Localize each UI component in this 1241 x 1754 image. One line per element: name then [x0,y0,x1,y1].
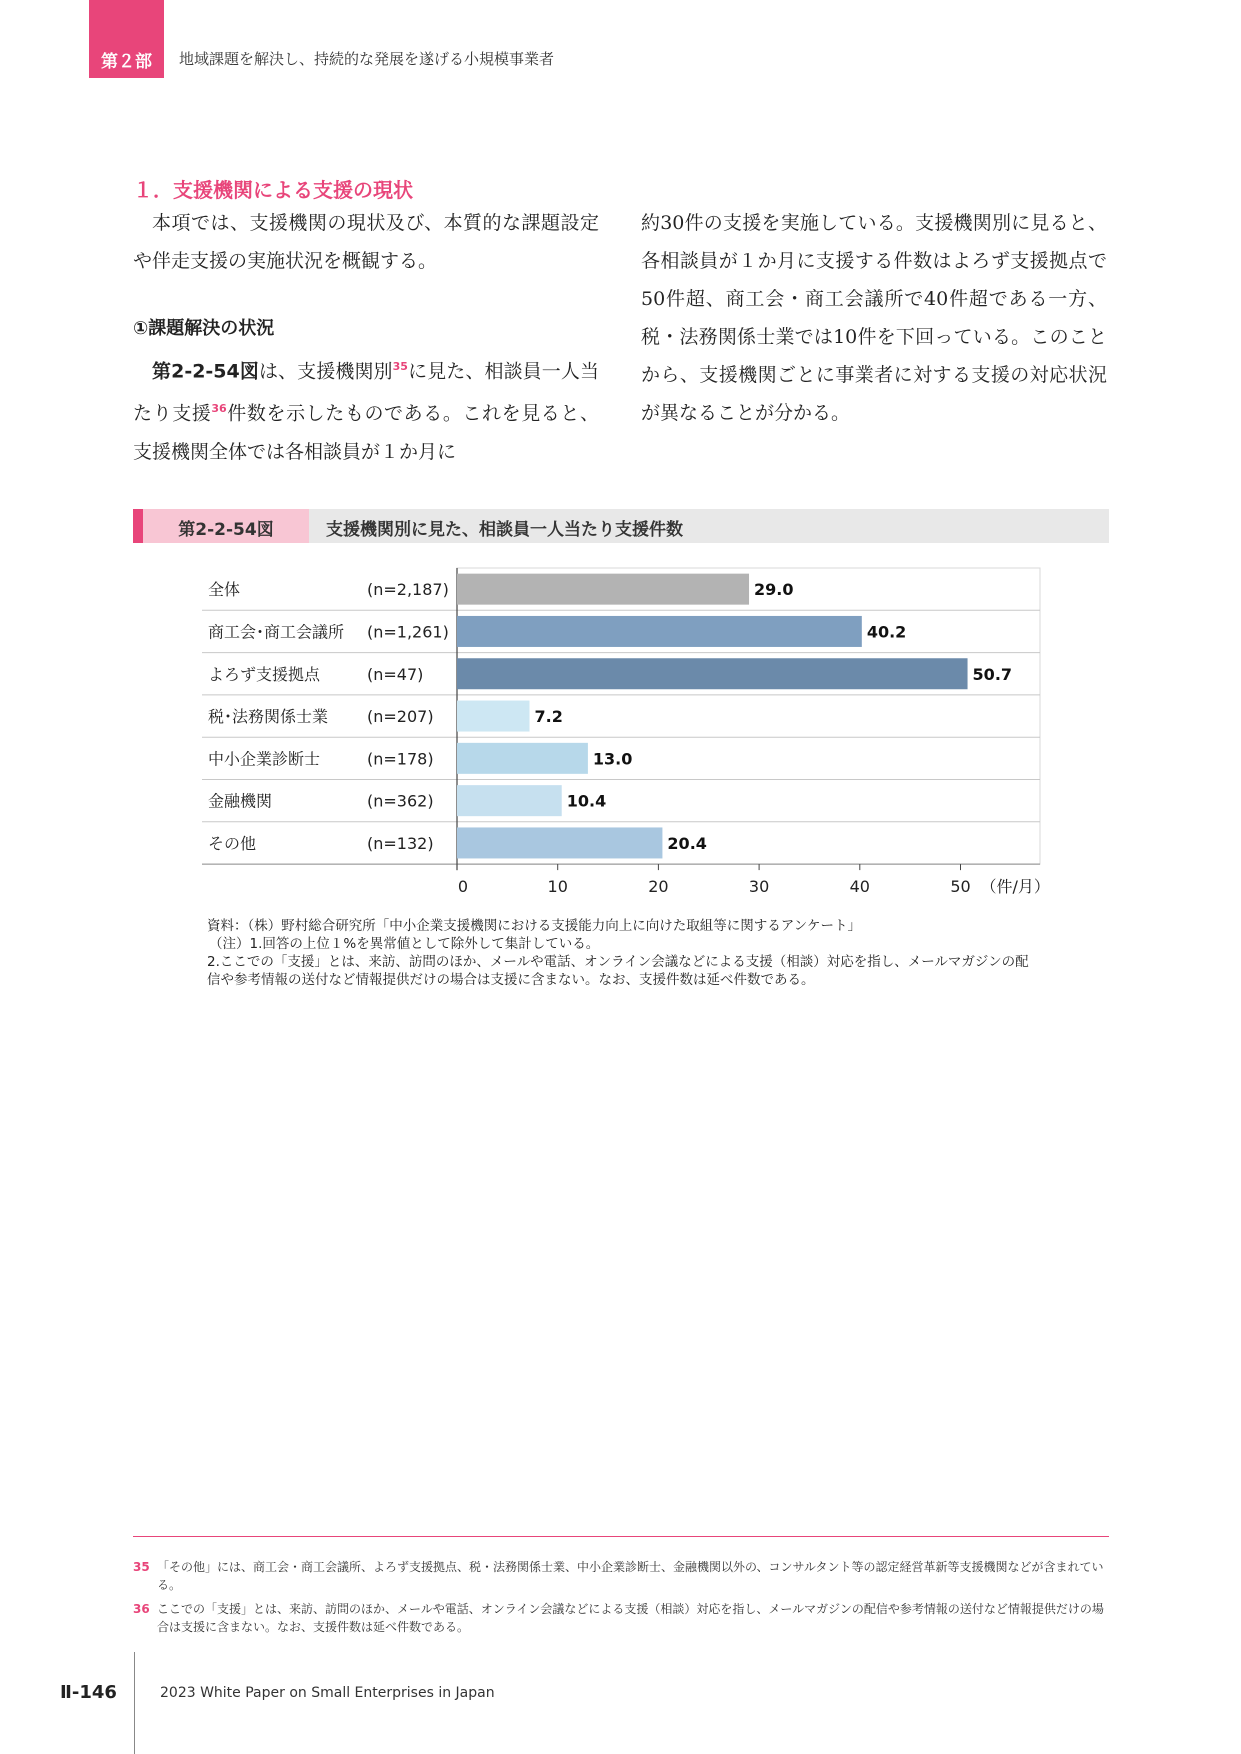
note-2: 2.ここでの「支援」とは、来訪、訪問のほか、メールや電話、オンライン会議などによる支援（相談）対応を指し、メールマガジンの配信や参考情報の送付など情報提供だけの場合は支援に含まない。なお、支援件数は延べ件数である。 [207,954,1029,988]
footnote-ref-36[interactable]: 36 [211,402,227,416]
unit-label: （件/月） [980,877,1050,897]
x-tick-label: 10 [547,877,568,897]
text-run: は、支援機関別 [258,360,393,383]
footnote-text: 「その他」には、商工会・商工会議所、よろず支援拠点、税・法務関係士業、中小企業診断士、金融機関以外の、コンサルタント等の認定経営革新等支援機関などが含まれている。 [157,1560,1104,1592]
footnote-number: 36 [133,1602,150,1616]
footnote-35 [133,1558,1113,1594]
figure-notes [207,917,1037,989]
x-tick-label: 20 [648,877,669,897]
footnote-number: 35 [133,1560,150,1574]
bar-3[interactable] [457,701,530,732]
part-label: 第２部 [101,52,152,72]
value-label: 40.2 [866,622,907,642]
text-run: 件数を示したものである。これを見ると、支援機関全体では各相談員が１か月に [133,402,599,463]
value-label: 10.4 [566,791,607,811]
x-tick-label: 40 [849,877,870,897]
bar-5[interactable] [457,785,562,816]
bar-0[interactable] [457,574,749,605]
x-tick-label: 50 [950,877,971,897]
x-tick-label: 30 [748,877,770,897]
value-label: 13.0 [592,749,633,769]
footer-divider [134,1652,135,1754]
sample-size-label: (n=2,187) [367,580,449,600]
bar-2[interactable] [457,658,968,689]
figure-reference: 第2-2-54図 [152,360,259,383]
category-label: 中小企業診断士 [208,749,321,769]
sample-size-label: (n=207) [367,707,434,727]
figure-number: 第2-2-54図 [178,520,274,540]
category-label: 税･法務関係士業 [208,707,329,727]
note-1: （注）1.回答の上位１%を異常値として除外して集計している。 [209,936,600,952]
category-label: 商工会･商工会議所 [208,622,345,642]
sample-size-label: (n=1,261) [367,622,449,642]
x-tick-label: 0 [457,877,469,897]
value-label: 29.0 [754,580,794,600]
value-label: 7.2 [534,707,563,727]
sub-heading: ①課題解決の状況 [133,318,275,339]
footnote-text: ここでの「支援」とは、来訪、訪問のほか、メールや電話、オンライン会議などによる支援（相談）対応を指し、メールマガジンの配信や参考情報の送付など情報提供だけの場合は支援に含まない。なお、支援件数は延べ件数である。 [157,1602,1104,1634]
intro-paragraph: 本項では、支援機関の現状及び、本質的な課題設定や伴走支援の実施状況を概観する。 [133,212,599,272]
bar-4[interactable] [457,743,588,774]
page-number: Ⅱ-146 [60,1682,117,1703]
category-label: 金融機関 [208,791,273,811]
publication-title: 2023 White Paper on Small Enterprises in Japan [160,1685,495,1701]
running-header-title: 地域課題を解決し、持続的な発展を遂げる小規模事業者 [179,50,555,68]
footnote-rule [133,1536,1109,1537]
value-label: 50.7 [972,664,1013,684]
footnote-36 [133,1600,1113,1636]
category-label: よろず支援拠点 [208,664,321,684]
category-label: 全体 [208,580,241,600]
figure-title: 支援機関別に見た、相談員一人当たり支援件数 [326,520,683,540]
footnote-ref-35[interactable]: 35 [392,360,408,373]
text-run: に見た、相談員一人当たり支援 [133,360,599,425]
sample-size-label: (n=362) [367,791,434,811]
bar-6[interactable] [457,827,662,858]
value-label: 20.4 [667,833,707,853]
category-label: その他 [208,833,257,853]
sample-size-label: (n=47) [367,664,424,684]
source-note: 資料：（株）野村総合研究所「中小企業支援機関における支援能力向上に向けた取組等に関するアンケート」 [207,918,861,934]
continued-paragraph: 約30件の支援を実施している。支援機関別に見ると、各相談員が１か月に支援する件数はよろず支援拠点で50件超、商工会・商工会議所で40件超である一方、税・法務関係士業では10件を下回っている。このことから、支援機関ごとに事業者に対する支援の対応状況が異なることが分かる。 [641,212,1107,424]
sample-size-label: (n=132) [367,833,434,853]
section-heading: １．支援機関による支援の現状 [133,178,413,202]
sample-size-label: (n=178) [367,749,434,769]
bar-1[interactable] [457,616,862,647]
